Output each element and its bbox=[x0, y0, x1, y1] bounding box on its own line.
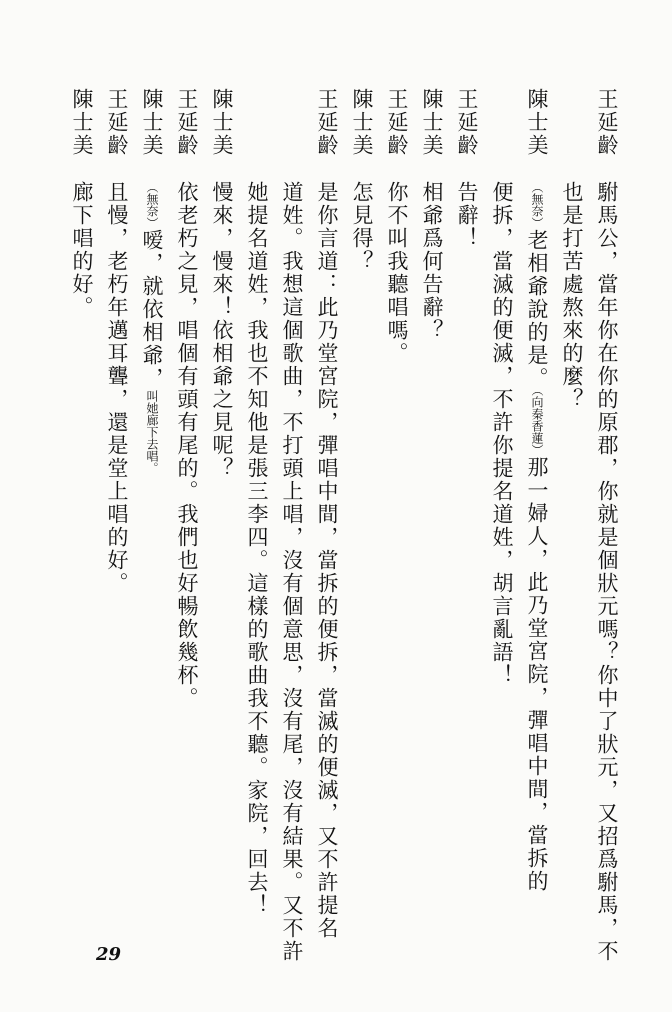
speaker-label: 王延齡 bbox=[595, 88, 619, 157]
dialogue-line: 也是打苦處熬來的麼？ bbox=[560, 181, 584, 411]
dialogue-text: 嗳，就依相爺， bbox=[140, 229, 164, 390]
dialogue-line: 她提名道姓，我也不知他是張三李四。這樣的歌曲我不聽。家院，回去！ bbox=[245, 181, 269, 917]
dialogue-text: 那一婦人，此乃堂宮院，彈唱中間，當拆的 bbox=[525, 456, 549, 893]
dialogue-text: 老相爺說的是。 bbox=[525, 229, 549, 390]
dialogue-line bbox=[526, 181, 548, 893]
page-number: 29 bbox=[96, 944, 122, 965]
speaker-label: 陳士美 bbox=[140, 88, 164, 157]
dialogue-line: 廊下唱的好。 bbox=[70, 181, 94, 319]
speaker-label: 陳士美 bbox=[525, 88, 549, 157]
stage-direction: （無奈） bbox=[530, 181, 544, 229]
speaker-label: 王延齡 bbox=[105, 88, 129, 157]
dialogue-line: 道姓。我想這個歌曲，不打頭上唱，沒有個意思，沒有尾，沒有結果。又不許 bbox=[280, 181, 304, 963]
dialogue-line: 且慢，老朽年邁耳聾，還是堂上唱的好。 bbox=[105, 181, 129, 595]
dialogue-line: 相爺爲何告辭？ bbox=[420, 181, 444, 342]
stage-direction: （無奈） bbox=[145, 181, 159, 229]
speaker-label: 陳士美 bbox=[210, 88, 234, 157]
dialogue-line bbox=[141, 181, 163, 474]
stage-direction: （向秦香蓮） bbox=[530, 390, 544, 456]
dialogue-line: 是你言道：此乃堂宮院，彈唱中間，當拆的便拆，當滅的便滅，又不許提名 bbox=[315, 181, 339, 940]
dialogue-line: 駙馬公，當年你在你的原郡，你就是個狀元嗎？你中了狀元，又招爲駙馬，不 bbox=[595, 181, 619, 963]
dialogue-line: 你不叫我聽唱嗎。 bbox=[385, 181, 409, 365]
speaker-label: 王延齡 bbox=[455, 88, 479, 157]
dialogue-line: 慢來，慢來！依相爺之見呢？ bbox=[210, 181, 234, 480]
stage-direction: 叫她廊下去唱。 bbox=[145, 390, 159, 474]
dialogue-line: 告辭！ bbox=[455, 181, 479, 250]
speaker-label: 陳士美 bbox=[70, 88, 94, 157]
dialogue-line: 怎見得？ bbox=[350, 181, 374, 273]
dialogue-line: 依老朽之見，唱個有頭有尾的。我們也好暢飲幾杯。 bbox=[175, 181, 199, 710]
dialogue-line: 便拆，當滅的便滅，不許你提名道姓，胡言亂語！ bbox=[490, 181, 514, 687]
speaker-label: 王延齡 bbox=[175, 88, 199, 157]
speaker-label: 陳士美 bbox=[420, 88, 444, 157]
speaker-label: 王延齡 bbox=[385, 88, 409, 157]
speaker-label: 王延齡 bbox=[315, 88, 339, 157]
speaker-label: 陳士美 bbox=[350, 88, 374, 157]
